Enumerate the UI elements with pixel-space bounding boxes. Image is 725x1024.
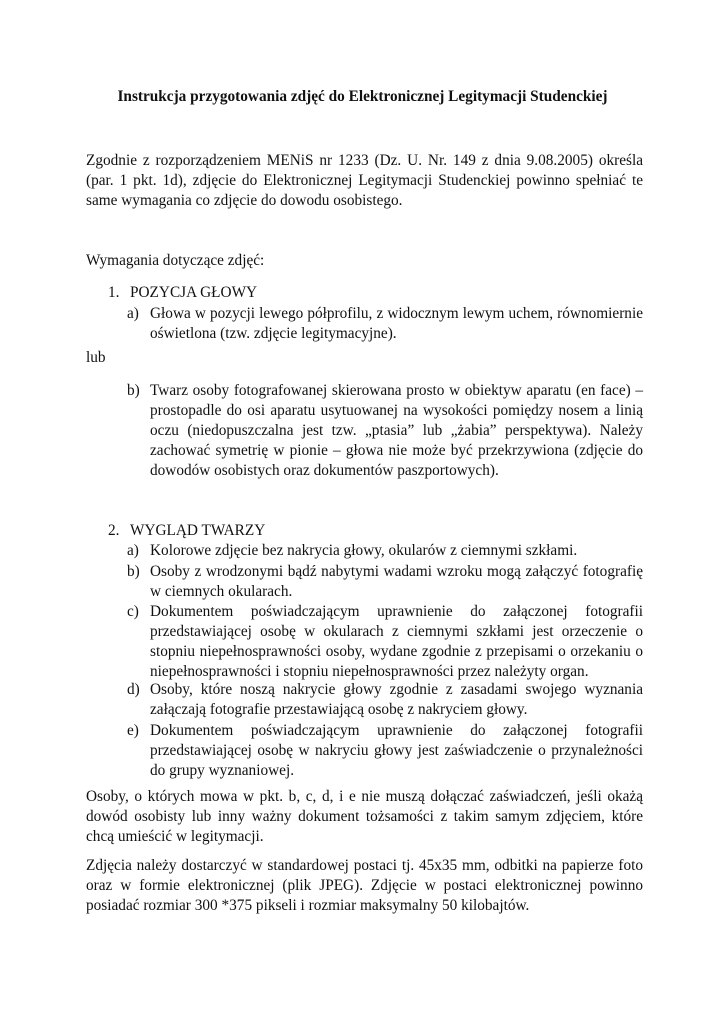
- item-label: c): [127, 603, 139, 620]
- item-text: Twarz osoby fotografowanej skierowana prosto w obiektyw aparatu (en face) – prostopadle do osi aparatu usytuowanej na wysokości pomiędzy nosem a linią oczu (niedopuszczalna jest tzw. „ptasia” lub „żabia” perspektywa). Należy zachować symetrię w pionie – głowa nie może być przekrzywiona (zdjęcie do dowodów osobistych oraz dokumentów paszportowych).: [150, 382, 643, 479]
- item-label: a): [127, 542, 139, 559]
- list-item: [127, 381, 643, 481]
- item-label: d): [127, 681, 140, 698]
- list-item: [127, 304, 643, 344]
- requirements-heading: Wymagania dotyczące zdjęć:: [86, 252, 265, 269]
- item-label: a): [127, 305, 139, 322]
- item-label: e): [127, 722, 139, 739]
- section-1-number: 1.: [108, 284, 120, 301]
- section-2-heading: WYGLĄD TWARZY: [130, 522, 266, 539]
- item-text: Dokumentem poświadczającym uprawnienie do załączonej fotografii przedstawiającej osobę w okularach z ciemnymi szkłami jest orzeczenie o stopniu niepełnosprawności osoby, wydane zgodnie z przepisami o orzekaniu o niepełnosprawności i stopniu niepełnosprawności przez należyty organ.: [150, 603, 643, 680]
- intro-paragraph: Zgodnie z rozporządzeniem MENiS nr 1233 (Dz. U. Nr. 149 z dnia 9.08.2005) określa (par. 1 pkt. 1d), zdjęcie do Elektronicznej Legitymacji Studenckiej powinno spełniać te same wymagania co zdjęcie do dowodu osobistego.: [86, 152, 643, 209]
- or-text: lub: [86, 349, 106, 366]
- item-text: Głowa w pozycji lewego półprofilu, z widocznym lewym uchem, równomiernie oświetlona (tzw. zdjęcie legitymacyjne).: [150, 305, 643, 342]
- item-text: Osoby, które noszą nakrycie głowy zgodnie z zasadami swojego wyznania załączają fotografie przestawiającą osobę z nakryciem głowy.: [150, 681, 643, 718]
- note-paragraph: Osoby, o których mowa w pkt. b, c, d, i e nie muszą dołączać zaświadczeń, jeśli okażą dowód osobisty lub inny ważny dokument tożsamości z takim samym zdjęciem, które chcą umieścić w legitymacji.: [86, 788, 643, 845]
- list-item: [127, 680, 643, 720]
- delivery-paragraph: Zdjęcia należy dostarczyć w standardowej postaci tj. 45x35 mm, odbitki na papierze foto oraz w formie elektronicznej (plik JPEG). Zdjęcie w postaci elektronicznej powinno posiadać rozmiar 300 *375 pikseli i rozmiar maksymalny 50 kilobajtów.: [86, 857, 643, 914]
- list-item: [127, 562, 643, 602]
- section-1-heading: POZYCJA GŁOWY: [130, 284, 258, 301]
- list-item: [127, 602, 643, 682]
- list-item: [127, 721, 643, 781]
- item-text: Dokumentem poświadczającym uprawnienie do załączonej fotografii przedstawiającej osobę w nakryciu głowy jest zaświadczenie o przynależności do grupy wyznaniowej.: [150, 722, 643, 779]
- list-item: [127, 541, 643, 561]
- item-text: Kolorowe zdjęcie bez nakrycia głowy, okularów z ciemnymi szkłami.: [150, 542, 578, 559]
- item-label: b): [127, 382, 140, 399]
- section-2-number: 2.: [108, 522, 120, 539]
- document-title: Instrukcja przygotowania zdjęć do Elektronicznej Legitymacji Studenckiej: [117, 88, 608, 105]
- item-text: Osoby z wrodzonymi bądź nabytymi wadami wzroku mogą załączyć fotografię w ciemnych okularach.: [150, 563, 643, 600]
- item-label: b): [127, 563, 140, 580]
